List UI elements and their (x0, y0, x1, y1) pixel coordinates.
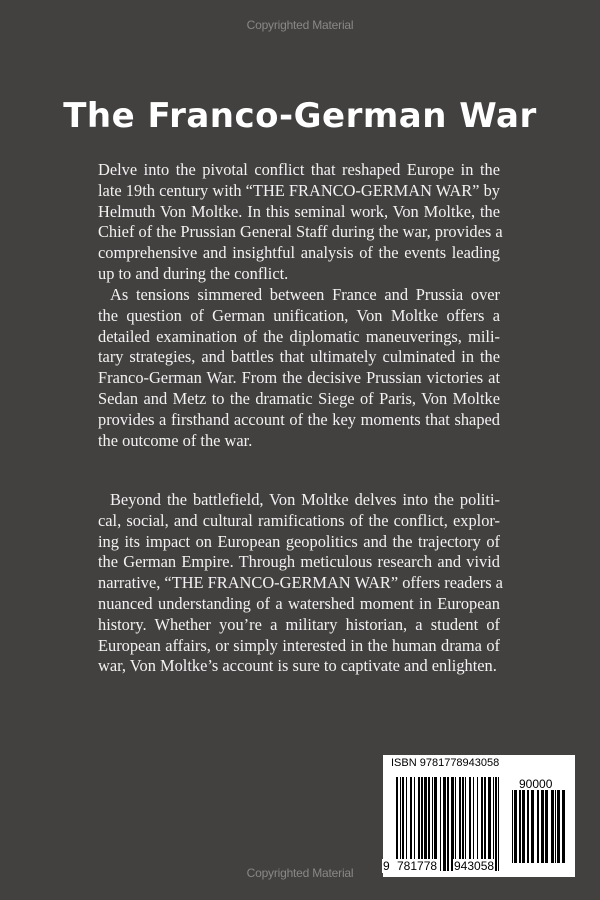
barcode-digits-right: 943058 (454, 859, 495, 873)
copyright-watermark-top: Copyrighted Material (246, 18, 354, 32)
barcode-bar (495, 777, 497, 871)
barcode-bar (537, 790, 539, 863)
barcode-bar (447, 777, 449, 871)
barcode-bar (459, 777, 461, 871)
barcode-bar (519, 790, 521, 863)
barcode-bar (428, 777, 430, 871)
description-line: history. Whether you’re a military historian, a student of (98, 614, 500, 634)
barcode-bar (557, 790, 560, 863)
description-line: war, Von Moltke’s account is sure to captivate and enlighten. (98, 656, 497, 676)
barcode-bar (451, 777, 454, 871)
description-line: tary strategies, and battles that ultimately culminated in the (98, 347, 500, 367)
barcode-bar (465, 777, 466, 871)
barcode-bar (481, 777, 483, 871)
barcode-bar (421, 777, 423, 871)
barcode-bar (541, 790, 544, 863)
description-line: European affairs, or simply interested in the human drama of (98, 635, 500, 655)
barcode-bar (443, 777, 446, 871)
barcode-bar (410, 777, 412, 871)
description-line: cal, social, and cultural ramifications of the conflict, explor- (98, 510, 500, 530)
description-paragraph (98, 160, 503, 285)
barcode-bar (488, 777, 491, 871)
description-paragraph (98, 285, 500, 451)
description-line: the German Empire. Through meticulous research and vivid (98, 552, 500, 572)
description-line: Delve into the pivotal conflict that reshaped Europe in the (98, 160, 500, 179)
barcode-bar (551, 790, 554, 863)
description-line: Chief of the Prussian General Staff during the war, provides a (98, 222, 503, 242)
barcode-bar (406, 777, 407, 871)
barcode-bar (484, 777, 486, 871)
barcode-bar (414, 777, 415, 871)
description-line: narrative, “THE FRANCO-GERMAN WAR” offers readers a (98, 573, 503, 593)
barcode-bar (418, 777, 420, 871)
barcode-digits-left: 781778 (397, 859, 438, 873)
description-line: the outcome of the war. (98, 430, 253, 450)
book-title: The Franco-German War (63, 96, 537, 136)
barcode-bar (434, 777, 437, 871)
barcode-bar (477, 777, 478, 871)
barcode-bar (514, 790, 517, 863)
barcode-bar (432, 777, 433, 871)
barcode-bar (512, 790, 513, 863)
description-line: provides a firsthand account of the key moments that shaped (98, 409, 500, 429)
description-line: Beyond the battlefield, Von Moltke delves into the politi- (110, 490, 500, 509)
barcode-bar (462, 777, 464, 871)
barcode-bar (493, 777, 494, 871)
description-line: As tensions simmered between France and Prussia over (110, 285, 500, 304)
isbn-barcode (383, 755, 575, 877)
barcode-bar (396, 777, 398, 871)
barcode-digit-first: 9 (383, 859, 390, 873)
barcode-bar (400, 777, 401, 871)
description-line: the question of German unification, Von Moltke offers a (98, 305, 500, 325)
barcode-bar (545, 790, 548, 863)
description-line: detailed examination of the diplomatic maneuverings, mili- (98, 326, 500, 346)
barcode-bar (424, 777, 427, 871)
description-line: ing its impact on European geopolitics and the trajectory of (98, 531, 500, 551)
barcode-bar (527, 790, 529, 863)
copyright-watermark-bottom: Copyrighted Material (246, 866, 354, 880)
barcode-bar (555, 790, 556, 863)
barcode-bar (531, 790, 534, 863)
description-line: nuanced understanding of a watershed moment in European (98, 593, 500, 613)
barcode-bar (402, 777, 404, 871)
isbn-label: ISBN 9781778943058 (391, 757, 500, 769)
description-line: comprehensive and insightful analysis of the events leading (98, 243, 500, 263)
description-line: Franco-German War. From the decisive Prussian victories at (98, 368, 500, 388)
description-line: up to and during the conflict. (98, 263, 289, 283)
description-line: late 19th century with “THE FRANCO-GERMAN WAR” by (98, 180, 500, 200)
barcode-bar (473, 777, 474, 871)
barcode-bar (498, 777, 499, 871)
barcode-bar (455, 777, 456, 871)
price-code: 90000 (519, 777, 553, 791)
barcode-bar (469, 777, 471, 871)
barcode-bar (440, 777, 441, 871)
description-line: Helmuth Von Moltke. In this seminal work, Von Moltke, the (98, 201, 500, 221)
description-line: Sedan and Metz to the dramatic Siege of Paris, Von Moltke (98, 388, 500, 408)
description-paragraph (98, 490, 503, 677)
barcode-bar (522, 790, 525, 863)
barcode-bar (562, 790, 565, 863)
